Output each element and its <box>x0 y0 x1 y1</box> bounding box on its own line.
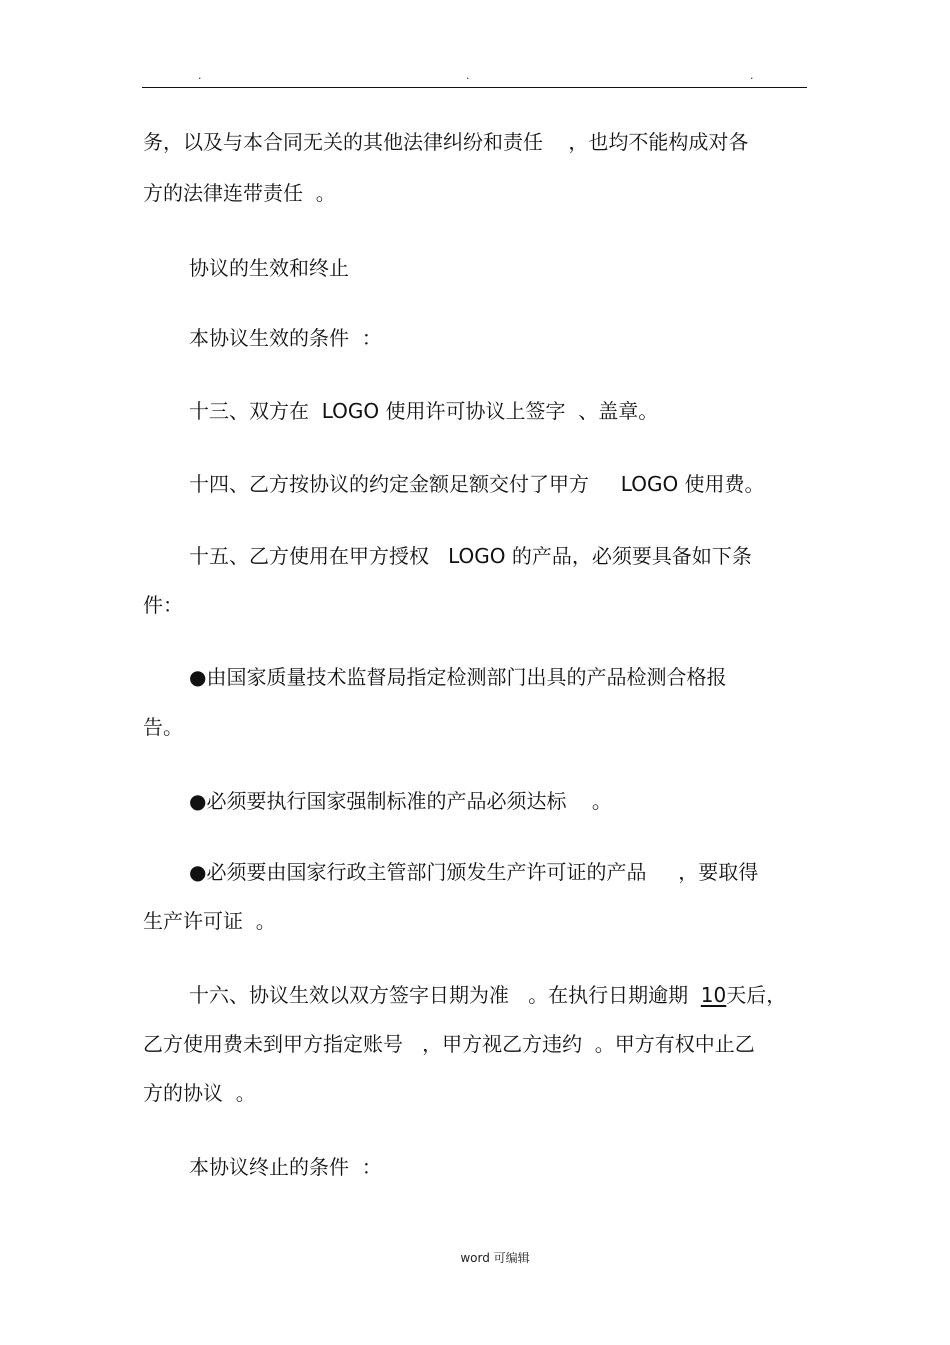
page-header-dots <box>142 70 807 84</box>
paragraph-line: 本协议生效的条件 ： <box>189 326 382 350</box>
clause-16 <box>189 983 786 1007</box>
bullet-item: ●必须要由国家行政主管部门颁发生产许可证的产品 ，要取得 <box>189 860 759 884</box>
paragraph-line: 方的法律连带责任 。 <box>143 181 336 205</box>
section-heading: 协议的生效和终止 <box>189 256 349 280</box>
bullet-item: ●由国家质量技术监督局指定检测部门出具的产品检测合格报 <box>189 665 727 689</box>
header-dot: . <box>466 69 470 82</box>
clause-16-text: 十六、协议生效以双方签字日期为准 。在执行日期逾期 <box>189 983 701 1007</box>
clause-14: 十四、乙方按协议的约定金额足额交付了甲方 LOGO 使用费。 <box>189 472 765 496</box>
paragraph-line: 务，以及与本合同无关的其他法律纠纷和责任 ，也均不能构成对各 <box>143 130 749 154</box>
paragraph-line: 生产许可证 。 <box>143 909 276 933</box>
header-divider <box>142 87 807 88</box>
overdue-days-value: 10 <box>700 983 727 1007</box>
header-dot: . <box>750 69 754 82</box>
page-footer: word 可编辑 <box>460 1251 530 1265</box>
clause-13: 十三、双方在 LOGO 使用许可协议上签字 、盖章。 <box>189 399 659 423</box>
paragraph-line: 告。 <box>143 715 183 739</box>
clause-15: 十五、乙方使用在甲方授权 LOGO 的产品，必须要具备如下条 <box>189 544 752 568</box>
bullet-item: ●必须要执行国家强制标准的产品必须达标 。 <box>189 789 612 813</box>
paragraph-line: 本协议终止的条件 ： <box>189 1155 382 1179</box>
clause-16-suffix: 天后， <box>726 983 787 1007</box>
header-dot: . <box>198 69 202 82</box>
paragraph-line: 乙方使用费未到甲方指定账号 ，甲方视乙方违约 。甲方有权中止乙 <box>143 1032 755 1056</box>
paragraph-line: 方的协议 。 <box>143 1081 256 1105</box>
paragraph-line: 件： <box>143 593 183 617</box>
